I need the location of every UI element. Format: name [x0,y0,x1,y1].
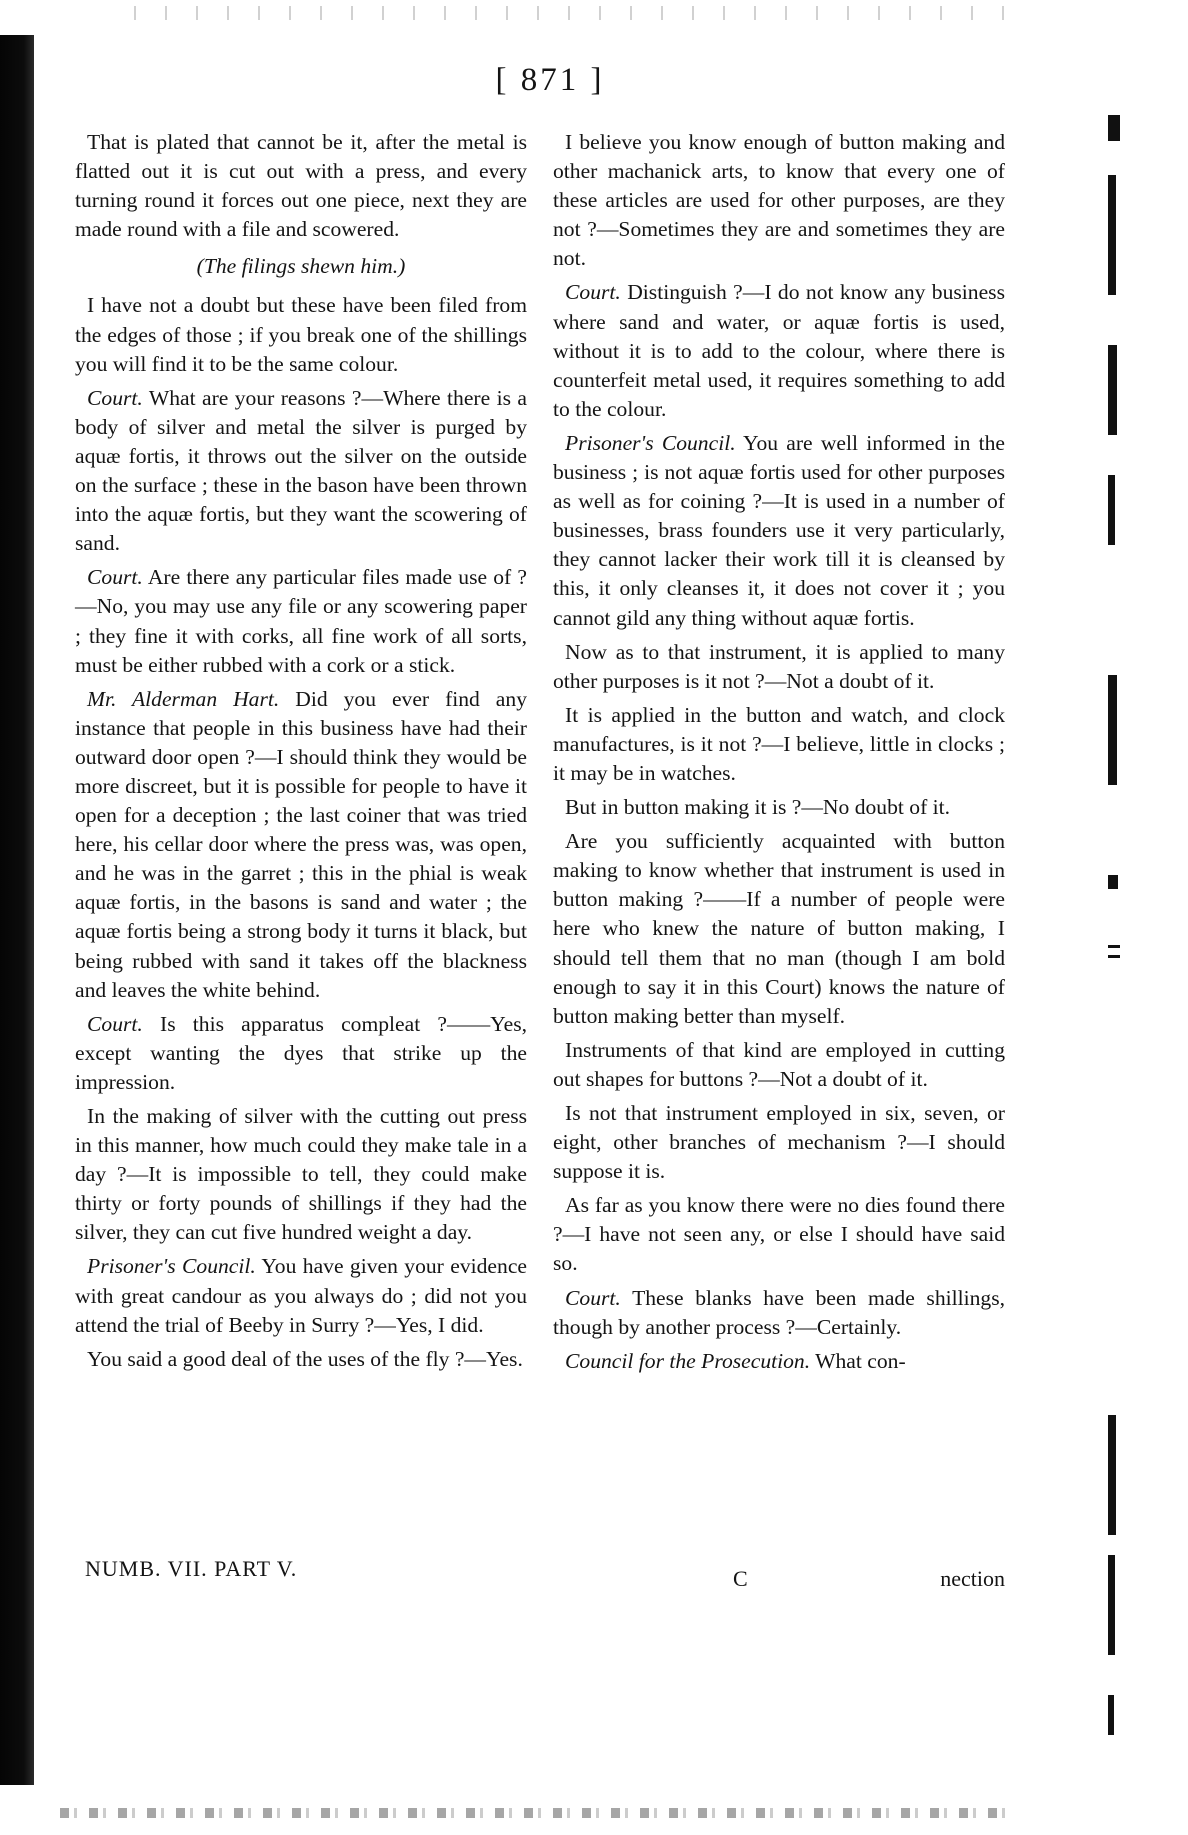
paragraph: That is plated that cannot be it, after the metal is flatted out it is cut out with a press, and every turning round it forces out one piece, next they are made round with a file and scowered. [75,130,527,242]
paragraph: Are you sufficiently acquainted with button making to know whether that instrument is used in button making ?——If a number of people were here who knew the nature of button making, I should tell them that no man (though I am bold enough to say it in this Court) knows the nature of button making better than myself. [553,829,1005,1028]
speaker-label: Council for the Prosecution. [565,1348,811,1373]
paragraph: Is not that instrument employed in six, seven, or eight, other branches of mechanism ?—I should suppose it is. [553,1101,1005,1184]
signature-mark: C [733,1566,748,1591]
paragraph: Court. These blanks have been made shillings, though by another process ?—Certainly. [553,1285,1006,1339]
paragraph: Court. Distinguish ?—I do not know any business where sand and water, or aquæ fortis is used, without it is to add to the colour, where there is counterfeit metal used, it requires something to add to the colour. [553,280,1005,421]
paragraph: Mr. Alderman Hart. Did you ever find any instance that people in this business have had their outward door open ?—I should think they would be more discreet, but it is possible for people to have it open for a deception ; the last coiner that was tried here, his cellar door where the press was, was open, and he was in the garret ; this in the phial is weak aquæ fortis, in the basons is sand and water ; the aquæ fortis being a strong body it turns it black, but being rubbed with sand it takes off the blackness and leaves the white behind. [75,686,527,1002]
left-column [75,128,527,1379]
paragraph: Court. Are there any particular files made use of ?—No, you may use any file or any scowering paper ; they fine it with corks, all fine work of all sorts, must be either rubbed with a cork or a stick. [75,565,527,677]
speaker-label: Prisoner's Council. [565,430,736,455]
paragraph: As far as you know there were no dies found there ?—I have not seen any, or else I should have said so. [553,1193,1005,1276]
paragraph: You said a good deal of the uses of the fly ?—Yes. [87,1346,523,1371]
scan-top-edge-noise [120,6,1020,20]
paragraph: I believe you know enough of button making and other machanick arts, to know that every one of these articles are used for other purposes, are they not ?—Sometimes they are and sometimes they are not. [553,130,1005,271]
speaker-label: Court. [565,280,621,305]
catchword: nection [940,1566,1005,1591]
paragraph: But in button making it is ?—No doubt of it. [565,795,951,820]
paragraph: It is applied in the button and watch, and clock manufactures, is it not ?—I believe, little in clocks ; it may be in watches. [553,702,1005,785]
speaker-label: Court. [565,1285,621,1310]
speaker-label: Mr. Alderman Hart. [87,686,280,711]
page-footer [553,1566,1005,1598]
paragraph: In the making of silver with the cutting out press in this manner, how much could they make tale in a day ?—It is impossible to tell, they could make thirty or forty pounds of shillings if they had the silver, they can cut five hundred weight a day. [75,1104,527,1245]
scan-bottom-edge-noise [60,1808,1010,1818]
part-number-line: NUMB. VII. PART V. [85,1556,298,1581]
speaker-label: Court. [87,565,143,590]
speaker-label: Court. [87,1011,143,1036]
paragraph: Court. Is this apparatus compleat ?——Yes, except wanting the dyes that strike up the impression. [75,1011,527,1094]
speaker-label: Prisoner's Council. [87,1254,256,1279]
stage-direction: (The filings shewn him.) [196,254,406,279]
paragraph: I have not a doubt but these have been filed from the edges of those ; if you break one of the shillings you will find it to be the same colour. [75,293,527,376]
book-spine-shadow [0,35,34,1785]
paragraph: Prisoner's Council. You have given your evidence with great candour as you always do ; did not you attend the trial of Beeby in Surry ?—Yes, I did. [75,1254,527,1337]
paragraph: Instruments of that kind are employed in cutting out shapes for buttons ?—Not a doubt of it. [553,1037,1005,1091]
paragraph: Court. What are your reasons ?—Where there is a body of silver and metal the silver is purged by aquæ fortis, it throws out the silver on the outside on the surface ; these in the bason have been thrown into the aquæ fortis, but they want the scowering of sand. [75,385,527,556]
paragraph: Now as to that instrument, it is applied to many other purposes is it not ?—Not a doubt of it. [553,639,1005,693]
page-number: [ 871 ] [495,62,605,98]
right-column [553,128,1005,1381]
speaker-label: Court. [87,385,143,410]
scan-right-edge-marks [1108,115,1122,1735]
paragraph: Council for the Prosecution. What con- [565,1348,906,1373]
paragraph: Prisoner's Council. You are well informed in the business ; is not aquæ fortis used for other purposes as well as for coining ?—It is used in a number of businesses, brass founders use it very particularly, they cannot lacker their work till it is cleansed by this, it only cleanses it, it does not cover it ; you cannot gild any thing without aquæ fortis. [553,430,1005,630]
